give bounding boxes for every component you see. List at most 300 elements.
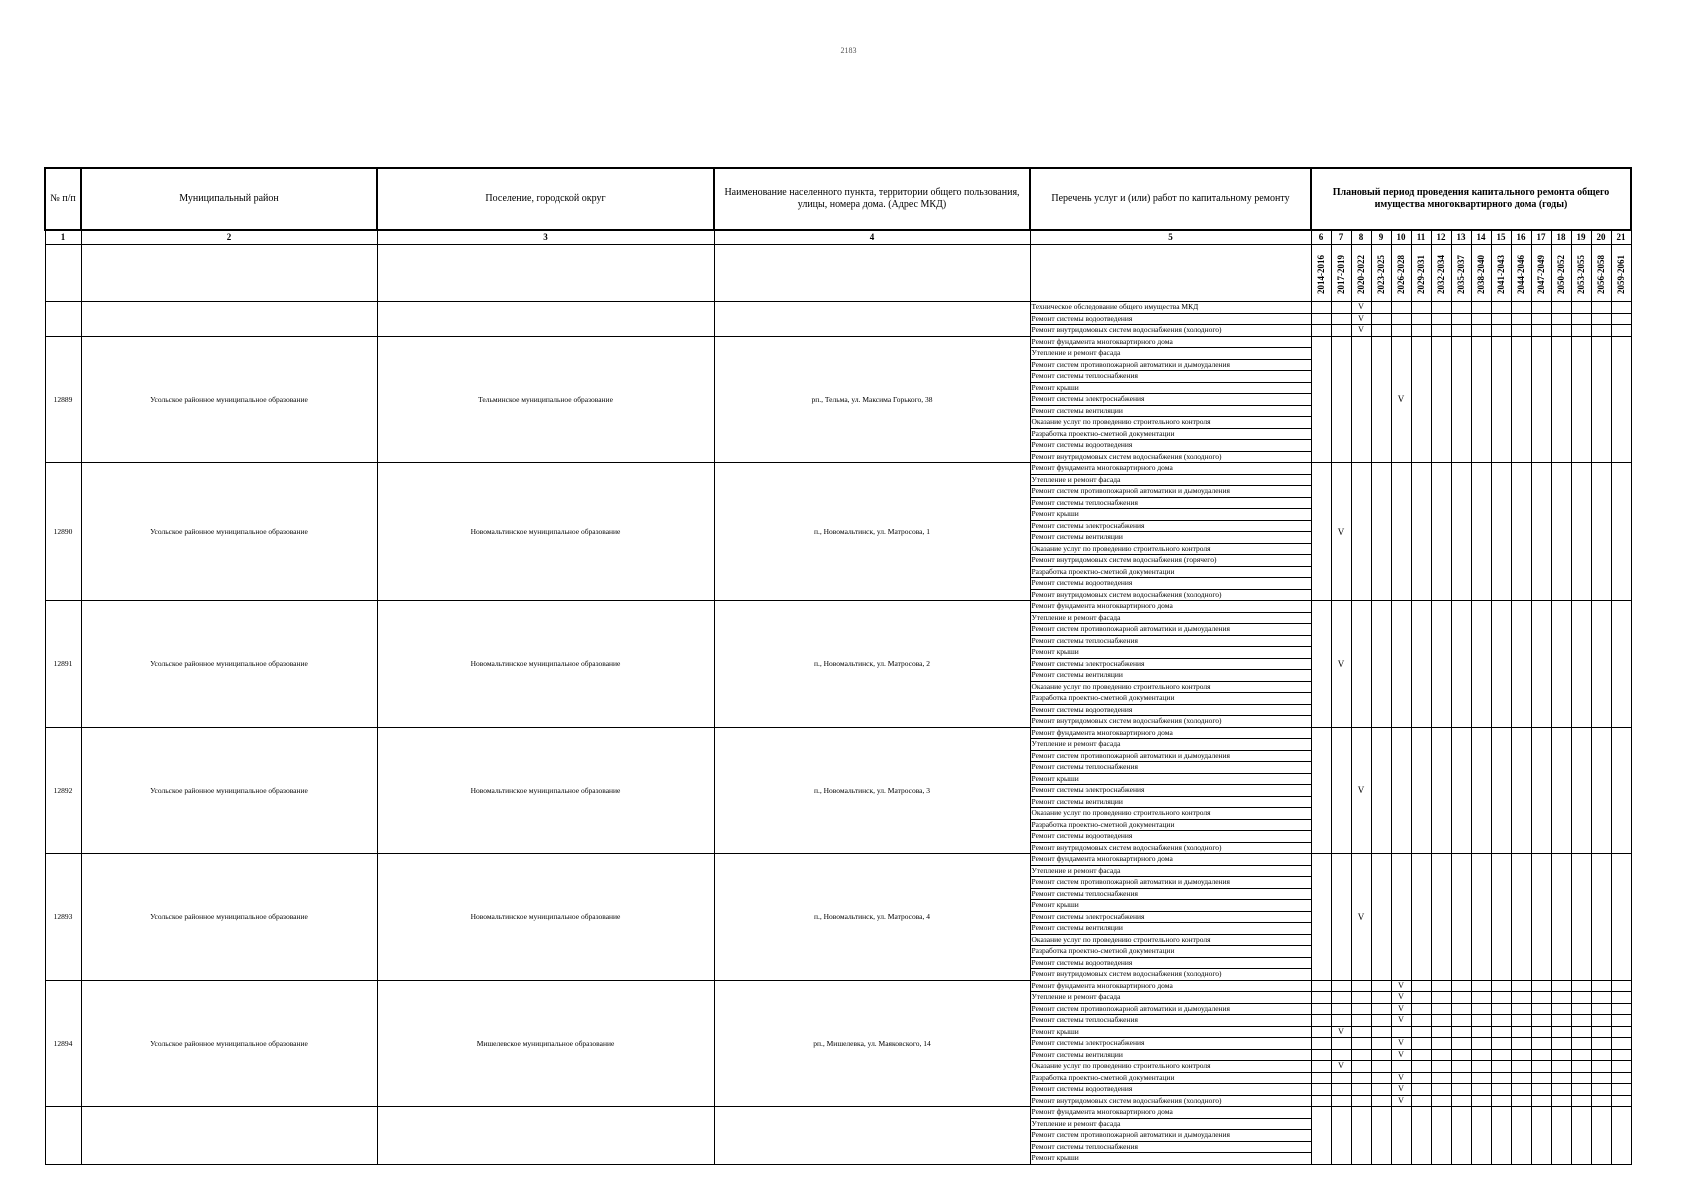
year-cell: V bbox=[1351, 727, 1371, 854]
year-cell bbox=[1431, 1061, 1451, 1073]
header-row bbox=[45, 168, 1631, 230]
building-settlement: Новомальтинское муниципальное образование bbox=[377, 463, 714, 601]
year-cell bbox=[1471, 1038, 1491, 1050]
work-item: Ремонт внутридомовых систем водоснабжения (холодного) bbox=[1030, 589, 1311, 601]
year-cell bbox=[1491, 1072, 1511, 1084]
table-row bbox=[45, 601, 1631, 613]
year-cell bbox=[1431, 727, 1451, 854]
year-cell bbox=[1611, 1015, 1631, 1027]
year-cell: V bbox=[1351, 854, 1371, 981]
year-cell bbox=[1491, 313, 1511, 325]
year-cell bbox=[1411, 727, 1431, 854]
year-cell bbox=[1371, 992, 1391, 1004]
year-cell bbox=[1571, 1038, 1591, 1050]
year-cell bbox=[1571, 1107, 1591, 1165]
year-cell bbox=[1311, 1095, 1331, 1107]
year-cell bbox=[1471, 336, 1491, 463]
year-cell bbox=[1371, 463, 1391, 601]
year-cell bbox=[1511, 1107, 1531, 1165]
year-cell bbox=[1451, 325, 1471, 337]
partial-settlement bbox=[377, 1107, 714, 1165]
year-cell bbox=[1611, 313, 1631, 325]
year-cell bbox=[1491, 1095, 1511, 1107]
year-cell bbox=[1311, 980, 1331, 992]
column-number: 15 bbox=[1491, 230, 1511, 245]
year-cell bbox=[1591, 1038, 1611, 1050]
year-cell: V bbox=[1391, 336, 1411, 463]
work-item: Ремонт фундамента многоквартирного дома bbox=[1030, 336, 1311, 348]
year-cell bbox=[1491, 1038, 1511, 1050]
year-cell: V bbox=[1331, 601, 1351, 728]
year-cell bbox=[1311, 1038, 1331, 1050]
work-item: Ремонт систем противопожарной автоматики и дымоудаления bbox=[1030, 877, 1311, 889]
work-item: Ремонт фундамента многоквартирного дома bbox=[1030, 854, 1311, 866]
year-cell bbox=[1571, 1049, 1591, 1061]
year-cell: V bbox=[1331, 1061, 1351, 1073]
years-spacer bbox=[714, 245, 1030, 302]
work-item: Ремонт системы вентиляции bbox=[1030, 796, 1311, 808]
year-cell bbox=[1591, 313, 1611, 325]
column-number: 13 bbox=[1451, 230, 1471, 245]
year-cell bbox=[1511, 601, 1531, 728]
work-item: Ремонт крыши bbox=[1030, 647, 1311, 659]
year-cell bbox=[1471, 1061, 1491, 1073]
year-cell bbox=[1551, 854, 1571, 981]
work-item: Разработка проектно-сметной документации bbox=[1030, 946, 1311, 958]
year-cell bbox=[1511, 1003, 1531, 1015]
year-cell bbox=[1551, 1038, 1571, 1050]
year-cell bbox=[1591, 1084, 1611, 1096]
year-cell bbox=[1531, 1038, 1551, 1050]
page-number: 2183 bbox=[840, 46, 857, 55]
year-cell bbox=[1411, 313, 1431, 325]
year-header-cell bbox=[1571, 245, 1591, 302]
year-cell bbox=[1471, 1084, 1491, 1096]
year-cell bbox=[1471, 1049, 1491, 1061]
work-item: Ремонт системы теплоснабжения bbox=[1030, 1015, 1311, 1027]
work-item: Разработка проектно-сметной документации bbox=[1030, 819, 1311, 831]
work-item: Оказание услуг по проведению строительного контроля bbox=[1030, 681, 1311, 693]
year-cell bbox=[1511, 992, 1531, 1004]
year-cell bbox=[1571, 1015, 1591, 1027]
year-cell bbox=[1511, 1061, 1531, 1073]
year-cell bbox=[1551, 727, 1571, 854]
work-item: Ремонт системы вентиляции bbox=[1030, 405, 1311, 417]
work-item: Ремонт системы электроснабжения bbox=[1030, 394, 1311, 406]
column-number: 18 bbox=[1551, 230, 1571, 245]
year-cell: V bbox=[1351, 313, 1371, 325]
year-cell bbox=[1351, 1095, 1371, 1107]
years-spacer bbox=[81, 245, 377, 302]
year-cell bbox=[1411, 992, 1431, 1004]
work-item: Разработка проектно-сметной документации bbox=[1030, 1072, 1311, 1084]
year-cell bbox=[1331, 1015, 1351, 1027]
year-cell bbox=[1351, 1107, 1371, 1165]
year-cell bbox=[1491, 336, 1511, 463]
work-item: Ремонт системы теплоснабжения bbox=[1030, 371, 1311, 383]
year-cell bbox=[1371, 980, 1391, 992]
year-cell bbox=[1471, 325, 1491, 337]
table-row bbox=[45, 854, 1631, 866]
year-header-cell bbox=[1331, 245, 1351, 302]
year-cell bbox=[1611, 1107, 1631, 1165]
column-number: 19 bbox=[1571, 230, 1591, 245]
year-cell bbox=[1451, 1072, 1471, 1084]
year-cell bbox=[1451, 980, 1471, 992]
table-row bbox=[45, 727, 1631, 739]
year-cell bbox=[1491, 463, 1511, 601]
year-cell bbox=[1491, 854, 1511, 981]
year-cell bbox=[1591, 1072, 1611, 1084]
year-cell bbox=[1371, 1061, 1391, 1073]
work-item: Ремонт систем противопожарной автоматики и дымоудаления bbox=[1030, 486, 1311, 498]
year-cell: V bbox=[1391, 1038, 1411, 1050]
year-cell bbox=[1591, 463, 1611, 601]
year-cell bbox=[1391, 601, 1411, 728]
year-cell bbox=[1591, 302, 1611, 314]
year-cell bbox=[1531, 1049, 1551, 1061]
work-item: Оказание услуг по проведению строительного контроля bbox=[1030, 543, 1311, 555]
year-cell: V bbox=[1351, 302, 1371, 314]
year-cell bbox=[1511, 1072, 1531, 1084]
year-cell bbox=[1591, 1026, 1611, 1038]
year-cell bbox=[1511, 336, 1531, 463]
year-cell bbox=[1391, 1061, 1411, 1073]
year-cell bbox=[1391, 1107, 1411, 1165]
year-header-cell bbox=[1431, 245, 1451, 302]
year-cell bbox=[1611, 992, 1631, 1004]
capital-repair-table bbox=[44, 167, 1632, 1165]
year-cell bbox=[1551, 1107, 1571, 1165]
year-cell bbox=[1551, 992, 1571, 1004]
work-item: Ремонт системы теплоснабжения bbox=[1030, 762, 1311, 774]
year-cell bbox=[1591, 980, 1611, 992]
year-cell bbox=[1611, 1038, 1631, 1050]
year-header-cell bbox=[1591, 245, 1611, 302]
year-cell bbox=[1391, 302, 1411, 314]
year-cell bbox=[1531, 1084, 1551, 1096]
year-cell bbox=[1611, 1049, 1631, 1061]
work-item: Ремонт системы вентиляции bbox=[1030, 1049, 1311, 1061]
year-cell bbox=[1311, 854, 1331, 981]
year-header-cell bbox=[1511, 245, 1531, 302]
year-cell bbox=[1511, 463, 1531, 601]
partial-address bbox=[714, 1107, 1030, 1165]
year-cell bbox=[1471, 302, 1491, 314]
year-cell bbox=[1551, 1095, 1571, 1107]
year-cell bbox=[1511, 1015, 1531, 1027]
year-cell bbox=[1471, 313, 1491, 325]
year-cell bbox=[1551, 463, 1571, 601]
year-cell bbox=[1471, 727, 1491, 854]
year-cell bbox=[1411, 1015, 1431, 1027]
year-cell bbox=[1471, 992, 1491, 1004]
year-cell bbox=[1411, 336, 1431, 463]
work-item: Утепление и ремонт фасада bbox=[1030, 1118, 1311, 1130]
work-item: Разработка проектно-сметной документации bbox=[1030, 428, 1311, 440]
year-cell bbox=[1571, 727, 1591, 854]
work-item: Утепление и ремонт фасада bbox=[1030, 865, 1311, 877]
work-item: Ремонт системы теплоснабжения bbox=[1030, 1141, 1311, 1153]
year-cell bbox=[1451, 302, 1471, 314]
year-cell bbox=[1431, 980, 1451, 992]
year-cell bbox=[1471, 1072, 1491, 1084]
year-cell bbox=[1391, 463, 1411, 601]
year-cell bbox=[1311, 601, 1331, 728]
work-item: Техническое обследование общего имущества МКД bbox=[1030, 302, 1311, 314]
work-item: Утепление и ремонт фасада bbox=[1030, 739, 1311, 751]
year-cell bbox=[1371, 854, 1391, 981]
work-item: Ремонт системы водоотведения bbox=[1030, 704, 1311, 716]
year-cell bbox=[1571, 1026, 1591, 1038]
year-cell bbox=[1551, 336, 1571, 463]
year-cell bbox=[1611, 463, 1631, 601]
year-cell bbox=[1351, 1072, 1371, 1084]
year-cell bbox=[1571, 1084, 1591, 1096]
year-cell bbox=[1451, 313, 1471, 325]
work-item: Ремонт системы вентиляции bbox=[1030, 923, 1311, 935]
work-item: Ремонт систем противопожарной автоматики и дымоудаления bbox=[1030, 1003, 1311, 1015]
year-label: 2017-2019 bbox=[1336, 255, 1346, 294]
building-district: Усольское районное муниципальное образование bbox=[81, 727, 377, 854]
year-cell bbox=[1411, 601, 1431, 728]
work-item: Утепление и ремонт фасада bbox=[1030, 612, 1311, 624]
year-cell bbox=[1311, 325, 1331, 337]
work-item: Разработка проектно-сметной документации bbox=[1030, 566, 1311, 578]
work-item: Ремонт систем противопожарной автоматики и дымоудаления bbox=[1030, 750, 1311, 762]
work-item: Ремонт системы электроснабжения bbox=[1030, 520, 1311, 532]
year-cell bbox=[1591, 601, 1611, 728]
year-cell: V bbox=[1391, 1072, 1411, 1084]
continuation-number bbox=[45, 302, 81, 337]
work-item: Ремонт крыши bbox=[1030, 382, 1311, 394]
building-number: 12891 bbox=[45, 601, 81, 728]
work-item: Ремонт крыши bbox=[1030, 773, 1311, 785]
year-cell bbox=[1371, 1038, 1391, 1050]
year-cell bbox=[1391, 325, 1411, 337]
year-cell bbox=[1531, 854, 1551, 981]
column-number: 16 bbox=[1511, 230, 1531, 245]
year-cell bbox=[1351, 1026, 1371, 1038]
year-cell bbox=[1411, 1049, 1431, 1061]
year-cell bbox=[1571, 1061, 1591, 1073]
year-cell bbox=[1411, 463, 1431, 601]
column-number: 2 bbox=[81, 230, 377, 245]
year-cell bbox=[1471, 463, 1491, 601]
year-cell bbox=[1431, 325, 1451, 337]
year-cell bbox=[1511, 1095, 1531, 1107]
work-item: Ремонт системы электроснабжения bbox=[1030, 911, 1311, 923]
work-item: Разработка проектно-сметной документации bbox=[1030, 693, 1311, 705]
year-cell bbox=[1551, 313, 1571, 325]
work-item: Оказание услуг по проведению строительного контроля bbox=[1030, 934, 1311, 946]
year-cell bbox=[1511, 313, 1531, 325]
year-cell bbox=[1511, 727, 1531, 854]
year-cell bbox=[1611, 601, 1631, 728]
year-cell: V bbox=[1391, 1003, 1411, 1015]
building-settlement: Новомальтинское муниципальное образование bbox=[377, 601, 714, 728]
year-cell bbox=[1311, 1084, 1331, 1096]
year-cell bbox=[1431, 1003, 1451, 1015]
years-spacer bbox=[377, 245, 714, 302]
year-cell bbox=[1531, 1072, 1551, 1084]
work-item: Ремонт крыши bbox=[1030, 1153, 1311, 1165]
year-cell bbox=[1431, 1026, 1451, 1038]
work-item: Ремонт внутридомовых систем водоснабжения (холодного) bbox=[1030, 716, 1311, 728]
year-cell bbox=[1431, 463, 1451, 601]
year-cell bbox=[1351, 980, 1371, 992]
partial-number bbox=[45, 1107, 81, 1165]
year-cell bbox=[1591, 1061, 1611, 1073]
building-district: Усольское районное муниципальное образование bbox=[81, 980, 377, 1107]
work-item: Ремонт внутридомовых систем водоснабжения (холодного) bbox=[1030, 969, 1311, 981]
year-label: 2044-2046 bbox=[1516, 255, 1526, 294]
building-district: Усольское районное муниципальное образование bbox=[81, 601, 377, 728]
year-cell bbox=[1431, 992, 1451, 1004]
year-cell bbox=[1591, 1049, 1611, 1061]
work-item: Ремонт фундамента многоквартирного дома bbox=[1030, 1107, 1311, 1119]
work-item: Ремонт фундамента многоквартирного дома bbox=[1030, 727, 1311, 739]
year-cell: V bbox=[1391, 1095, 1411, 1107]
year-cell bbox=[1471, 1026, 1491, 1038]
year-cell bbox=[1551, 1015, 1571, 1027]
year-cell bbox=[1311, 1049, 1331, 1061]
year-cell bbox=[1331, 1084, 1351, 1096]
work-item: Ремонт внутридомовых систем водоснабжения (холодного) bbox=[1030, 451, 1311, 463]
continuation-settlement bbox=[377, 302, 714, 337]
work-item: Ремонт системы теплоснабжения bbox=[1030, 888, 1311, 900]
year-cell bbox=[1551, 1003, 1571, 1015]
year-label: 2020-2022 bbox=[1356, 255, 1366, 294]
year-cell bbox=[1611, 854, 1631, 981]
year-cell bbox=[1551, 1061, 1571, 1073]
year-cell bbox=[1311, 1026, 1331, 1038]
year-cell bbox=[1551, 1049, 1571, 1061]
year-cell bbox=[1411, 980, 1431, 992]
work-item: Ремонт систем противопожарной автоматики и дымоудаления bbox=[1030, 1130, 1311, 1142]
year-cell bbox=[1331, 1049, 1351, 1061]
table-row bbox=[45, 980, 1631, 992]
work-item: Ремонт системы электроснабжения bbox=[1030, 785, 1311, 797]
work-item: Ремонт фундамента многоквартирного дома bbox=[1030, 601, 1311, 613]
year-header-cell bbox=[1491, 245, 1511, 302]
work-item: Утепление и ремонт фасада bbox=[1030, 992, 1311, 1004]
column-number: 17 bbox=[1531, 230, 1551, 245]
year-cell bbox=[1351, 463, 1371, 601]
work-item: Ремонт крыши bbox=[1030, 509, 1311, 521]
work-item: Ремонт системы водоотведения bbox=[1030, 1084, 1311, 1096]
year-cell bbox=[1351, 1038, 1371, 1050]
year-cell bbox=[1451, 1038, 1471, 1050]
year-cell bbox=[1311, 1061, 1331, 1073]
year-cell bbox=[1511, 302, 1531, 314]
year-cell bbox=[1371, 727, 1391, 854]
year-cell bbox=[1451, 1107, 1471, 1165]
header-col-address: Наименование населенного пункта, территории общего пользования, улицы, номера дома. (Адрес МКД) bbox=[714, 168, 1030, 230]
year-cell bbox=[1531, 1026, 1551, 1038]
year-cell bbox=[1611, 1072, 1631, 1084]
year-cell bbox=[1491, 1061, 1511, 1073]
building-address: п., Новомальтинск, ул. Матросова, 1 bbox=[714, 463, 1030, 601]
year-cell bbox=[1451, 1026, 1471, 1038]
year-cell bbox=[1371, 336, 1391, 463]
building-number: 12890 bbox=[45, 463, 81, 601]
year-cell bbox=[1571, 302, 1591, 314]
year-cell bbox=[1571, 1003, 1591, 1015]
continuation-address bbox=[714, 302, 1030, 337]
work-item: Ремонт системы теплоснабжения bbox=[1030, 635, 1311, 647]
building-address: рп., Мишелевка, ул. Маяковского, 14 bbox=[714, 980, 1030, 1107]
work-item: Ремонт системы вентиляции bbox=[1030, 532, 1311, 544]
year-cell bbox=[1491, 1003, 1511, 1015]
year-cell bbox=[1331, 854, 1351, 981]
year-cell bbox=[1491, 980, 1511, 992]
year-cell bbox=[1371, 302, 1391, 314]
year-header-cell bbox=[1531, 245, 1551, 302]
building-address: п., Новомальтинск, ул. Матросова, 3 bbox=[714, 727, 1030, 854]
year-cell bbox=[1351, 1003, 1371, 1015]
year-cell bbox=[1331, 727, 1351, 854]
column-number: 6 bbox=[1311, 230, 1331, 245]
year-header-cell bbox=[1391, 245, 1411, 302]
year-header-cell bbox=[1451, 245, 1471, 302]
building-settlement: Новомальтинское муниципальное образование bbox=[377, 854, 714, 981]
year-cell bbox=[1451, 336, 1471, 463]
year-cell bbox=[1491, 325, 1511, 337]
year-cell bbox=[1431, 302, 1451, 314]
year-cell bbox=[1311, 336, 1331, 463]
year-cell bbox=[1471, 1015, 1491, 1027]
year-cell bbox=[1331, 325, 1351, 337]
year-cell: V bbox=[1391, 1084, 1411, 1096]
work-item: Оказание услуг по проведению строительного контроля bbox=[1030, 1061, 1311, 1073]
year-cell bbox=[1331, 313, 1351, 325]
year-cell bbox=[1431, 601, 1451, 728]
year-cell bbox=[1411, 1061, 1431, 1073]
header-col-works: Перечень услуг и (или) работ по капитальному ремонту bbox=[1030, 168, 1311, 230]
year-cell bbox=[1431, 1072, 1451, 1084]
year-cell bbox=[1471, 854, 1491, 981]
year-cell bbox=[1611, 1003, 1631, 1015]
year-label: 2038-2040 bbox=[1476, 255, 1486, 294]
year-cell bbox=[1451, 992, 1471, 1004]
years-spacer bbox=[1030, 245, 1311, 302]
work-item: Ремонт крыши bbox=[1030, 900, 1311, 912]
building-settlement: Новомальтинское муниципальное образование bbox=[377, 727, 714, 854]
year-label: 2053-2055 bbox=[1576, 255, 1586, 294]
work-item: Оказание услуг по проведению строительного контроля bbox=[1030, 417, 1311, 429]
year-cell bbox=[1371, 313, 1391, 325]
year-label: 2041-2043 bbox=[1496, 255, 1506, 294]
year-cell bbox=[1591, 1107, 1611, 1165]
year-cell bbox=[1531, 302, 1551, 314]
year-cell bbox=[1431, 1015, 1451, 1027]
building-number: 12892 bbox=[45, 727, 81, 854]
year-cell bbox=[1531, 727, 1551, 854]
year-cell bbox=[1611, 336, 1631, 463]
work-item: Ремонт системы электроснабжения bbox=[1030, 1038, 1311, 1050]
building-district: Усольское районное муниципальное образование bbox=[81, 463, 377, 601]
table-row bbox=[45, 336, 1631, 348]
year-cell: V bbox=[1391, 992, 1411, 1004]
year-cell bbox=[1411, 302, 1431, 314]
year-cell bbox=[1491, 1084, 1511, 1096]
year-cell bbox=[1551, 1026, 1571, 1038]
year-cell bbox=[1331, 992, 1351, 1004]
year-cell bbox=[1411, 1072, 1431, 1084]
year-label: 2032-2034 bbox=[1436, 255, 1446, 294]
year-cell bbox=[1531, 601, 1551, 728]
